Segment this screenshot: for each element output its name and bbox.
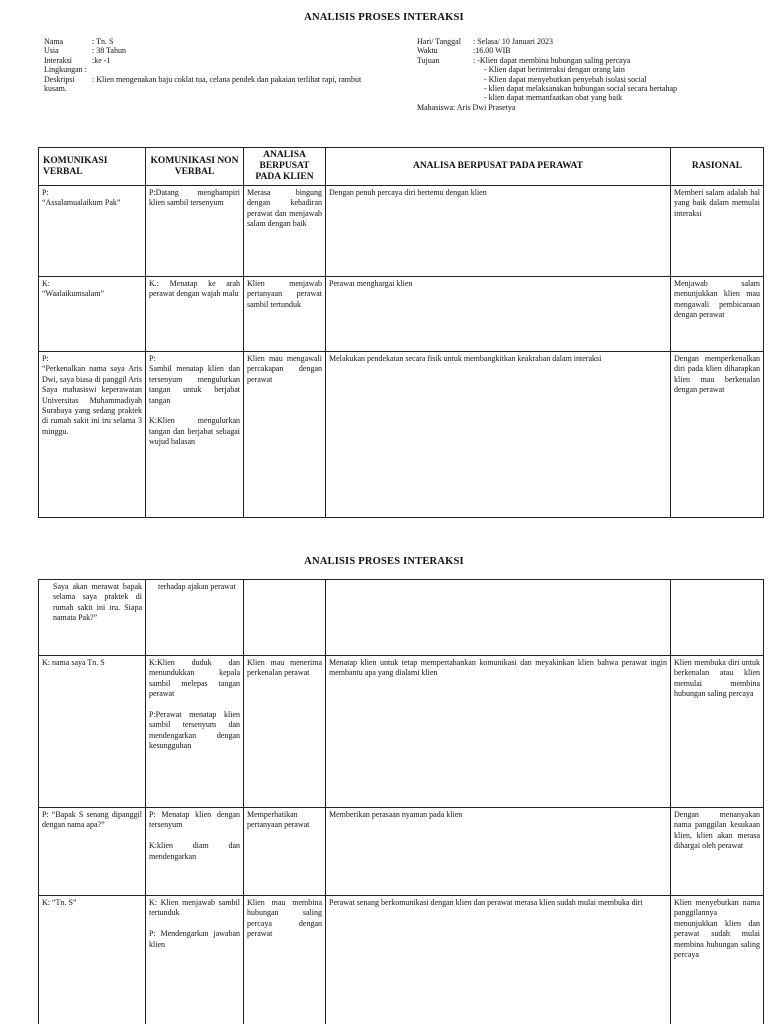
- cell-perawat: Melakukan pendekatan secara fisik untuk membangkitkan keakraban dalam interaksi: [326, 352, 671, 518]
- cell-rasional: Menjawab salam menunjukkan klien mau mengawali pembicaraan dengan perawat: [671, 277, 764, 352]
- tujuan-item: - Klien dapat berinteraksi dengan orang lain: [484, 65, 625, 75]
- waktu-label: Waktu: [417, 46, 438, 56]
- deskripsi-value: : Klien mengenakan baju coklat tua, celana pendek dan pakaian terlihat rapi, rambut: [92, 74, 362, 84]
- cell-perawat: [326, 580, 671, 656]
- cell-perawat: Menatap klien untuk tetap mempertahankan komunikasi dan meyakinkan klien bahwa perawat ingin membantu apa yang dialami klien: [326, 656, 671, 808]
- cell-nonverbal: P: Sambil menatap klien dan tersenyum mengulurkan tangan untuk berjabat tangan K:Klien mengulurkan tangan dan berjabat sebagai wujud balasan: [146, 352, 244, 518]
- cell-klien: Merasa bingung dengan kehadiran perawat dan menjawab salam dengan baik: [244, 186, 326, 277]
- tujuan-value: : -Klien dapat membina hubungan saling percaya: [473, 55, 631, 65]
- header-nonverbal: KOMUNIKASI NON VERBAL: [146, 148, 244, 186]
- deskripsi-value-cont: kusam.: [44, 84, 67, 94]
- tujuan-item: - klien dapat melaksanakan hubungan social secara bertahap: [484, 84, 678, 94]
- table-row: [39, 808, 764, 896]
- cell-klien: Klien mau mengawali percakapan dengan perawat: [244, 352, 326, 518]
- cell-verbal: P: “Assalamualaikum Pak”: [39, 186, 146, 277]
- cell-perawat: Perawat menghargai klien: [326, 277, 671, 352]
- usia-label: Usia: [44, 46, 59, 56]
- cell-nonverbal: terhadap ajakan perawat: [146, 580, 244, 656]
- cell-rasional: Dengan memperkenalkan diri pada klien diharapkan klien mau berkenalan dengan perawat: [671, 352, 764, 518]
- cell-verbal: Saya akan merawat bapak selama saya praktek di rumah sakit ini iru. Siapa namata Pak?”: [39, 580, 146, 656]
- cell-nonverbal: K.: Menatap ke arah perawat dengan wajah malu: [146, 277, 244, 352]
- nama-value: : Tn. S: [92, 37, 114, 46]
- cell-nonverbal: K: Klien menjawab sambil tertunduk P: Mendengarkan jawaban klien: [146, 896, 244, 1024]
- cell-klien: Klien mau membina hubungan saling percaya dengan perawat: [244, 896, 326, 1024]
- lingkungan-label: Lingkungan :: [44, 65, 87, 75]
- cell-rasional: [671, 580, 764, 656]
- header-verbal: KOMUNIKASI VERBAL: [39, 148, 146, 186]
- cell-verbal: K: “Waalaikumsalam”: [39, 277, 146, 352]
- page-title: ANALISIS PROSES INTERAKSI: [304, 12, 464, 23]
- cell-nonverbal: K:Klien duduk dan menundukkan kepala sambil melepas tangan perawat P:Perawat menatap klien sambil tersenyum dan mendengarkan dengan kesungguhan: [146, 656, 244, 808]
- cell-verbal: P: “Perkenalkan nama saya Aris Dwi, saya biasa di panggil Aris Saya mahasiswi keperawatan Universitas Muhammadiyah Surabaya yang sedang praktek di rumah sakit ini iru selama 3 minggu.: [39, 352, 146, 518]
- table-row: [39, 186, 764, 277]
- session-info: [417, 37, 762, 112]
- cell-perawat: Perawat senang berkomunikasi dengan klien dan perawat merasa klien sudah mulai membuka diri: [326, 896, 671, 1024]
- hari-value: : Selasa/ 10 Januari 2023: [473, 37, 553, 46]
- cell-klien: Klien menjawab pertanyaan perawat sambil tertunduk: [244, 277, 326, 352]
- table-row: [39, 352, 764, 518]
- table-row: [39, 277, 764, 352]
- hari-label: Hari/ Tanggal: [417, 37, 461, 46]
- table-row: [39, 580, 764, 656]
- cell-verbal: K: nama saya Tn. S: [39, 656, 146, 808]
- cell-klien: Memperhatikan pertanyaan perawat: [244, 808, 326, 896]
- usia-value: : 38 Tahun: [92, 46, 126, 56]
- cell-perawat: Dengan penuh percaya diri bertemu dengan klien: [326, 186, 671, 277]
- deskripsi-label: Deskripsi: [44, 74, 75, 84]
- interaction-table-2: [38, 579, 764, 1024]
- nama-label: Nama: [44, 37, 64, 46]
- table-row: [39, 896, 764, 1024]
- cell-verbal: P: “Bapak S senang dipanggil dengan nama apa?”: [39, 808, 146, 896]
- header-rasional: RASIONAL: [671, 148, 764, 186]
- waktu-value: :16.00 WIB: [473, 46, 511, 56]
- tujuan-label: Tujuan: [417, 55, 440, 65]
- cell-nonverbal: P:Datang menghampiri klien sambil tersenyum: [146, 186, 244, 277]
- cell-rasional: Dengan menanyakan nama panggilan kesukaan klien, klien akan merasa dihargai oleh perawat: [671, 808, 764, 896]
- mahasiswa-label: Mahasiswa: Aris Dwi Prasetya: [417, 102, 516, 112]
- cell-perawat: Memberikan perasaan nyaman pada klien: [326, 808, 671, 896]
- cell-nonverbal: P: Menatap klien dengan tersenyum K:klien diam dan mendengarkan: [146, 808, 244, 896]
- cell-rasional: Klien membuka diri untuk berkenalan atau klien memulai membina hubungan saling percaya: [671, 656, 764, 808]
- interaksi-label: Interaksi: [44, 55, 72, 65]
- header-klien: ANALISA BERPUSAT PADA KLIEN: [244, 148, 326, 186]
- page-title-2: ANALISIS PROSES INTERAKSI: [304, 556, 464, 567]
- cell-verbal: K: “Tn. S”: [39, 896, 146, 1024]
- cell-klien: Klien mau menerima perkenalan perawat: [244, 656, 326, 808]
- patient-info: [44, 37, 374, 93]
- interaksi-value: :ke -1: [92, 55, 111, 65]
- cell-rasional: Memberi salam adalah hal yang baik dalam memulai interaksi: [671, 186, 764, 277]
- interaction-table-1: [38, 147, 764, 518]
- table-row: [39, 656, 764, 808]
- header-perawat: ANALISA BERPUSAT PADA PERAWAT: [326, 148, 671, 186]
- cell-rasional: Klien menyebutkan nama panggilannya menunjukkan klien dan perawat sudah mulai membina hubungan saling percaya: [671, 896, 764, 1024]
- tujuan-item: - Klien dapat menyebutkan penyebab isolasi social: [484, 74, 647, 84]
- cell-klien: [244, 580, 326, 656]
- tujuan-item: - klien dapat memanfaatkan obat yang baik: [484, 93, 623, 103]
